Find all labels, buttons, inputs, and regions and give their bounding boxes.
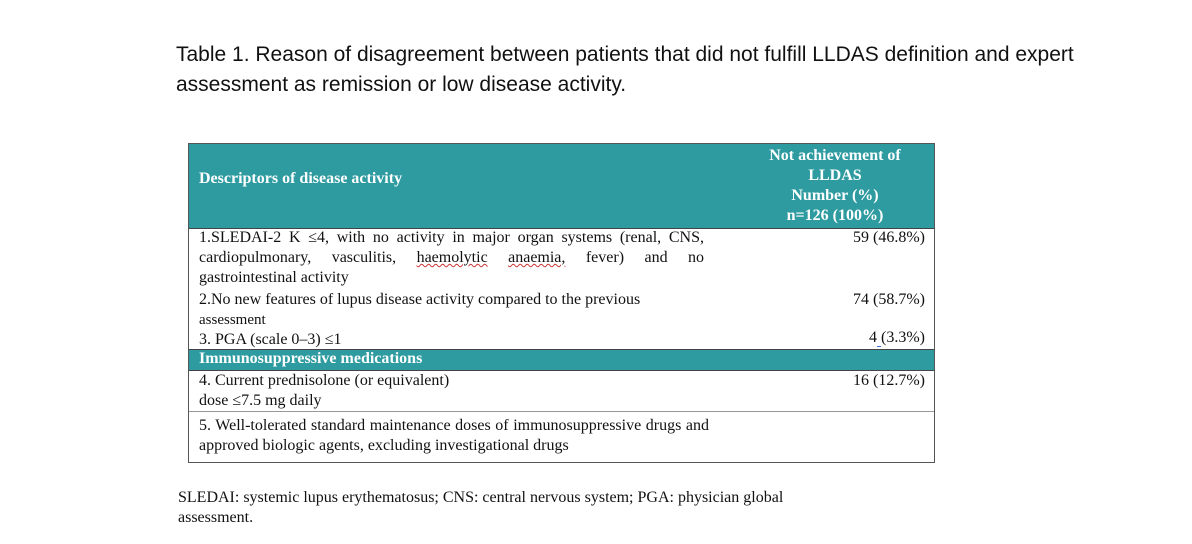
header-line: n=126 (100%) — [786, 207, 884, 224]
spellcheck-word: anaemia, — [508, 249, 566, 266]
section-row-immunosuppressive — [189, 349, 934, 371]
row-divider — [189, 411, 934, 412]
header-descriptors: Descriptors of disease activity — [199, 170, 403, 187]
spellcheck-word: haemolytic — [416, 249, 488, 266]
section-label: Immunosuppressive medications — [199, 350, 423, 367]
header-line: Not achievement of — [769, 147, 901, 164]
row-4-value: 16 (12.7%) — [853, 372, 925, 389]
row-1-label: 1.SLEDAI-2 K ≤4, with no activity in major organ systems (renal, CNS, cardiopulmonary, vasculitis, haemolytic anaemia, fever) and no gastrointestinal activity — [199, 229, 705, 286]
row-4-label: 4. Current prednisolone (or equivalent) dose ≤7.5 mg daily — [199, 372, 450, 409]
header-line: LLDAS — [808, 167, 862, 184]
row-1-value: 59 (46.8%) — [853, 229, 925, 246]
row-3-value: 4 (3.3%) — [869, 329, 925, 346]
table-caption: Table 1. Reason of disagreement between patients that did not fulfill LLDAS definition and expert assessment as remission or low disease activity. — [176, 43, 1074, 96]
disease-activity-table — [188, 143, 935, 463]
table-header — [189, 144, 934, 229]
header-not-achievement — [737, 146, 933, 226]
header-line: Number (%) — [791, 187, 879, 204]
row-2-value: 74 (58.7%) — [853, 291, 925, 308]
row-3-label: 3. PGA (scale 0–3) ≤1 — [199, 331, 342, 348]
row-2-label: 2.No new features of lupus disease activity compared to the previous assessment — [199, 291, 641, 328]
row-5-label: 5. Well-tolerated standard maintenance doses of immunosuppressive drugs and approved biologic agents, excluding investigational drugs — [199, 417, 709, 454]
table-footnote: SLEDAI: systemic lupus erythematosus; CNS: central nervous system; PGA: physician global assessment. — [178, 489, 784, 526]
